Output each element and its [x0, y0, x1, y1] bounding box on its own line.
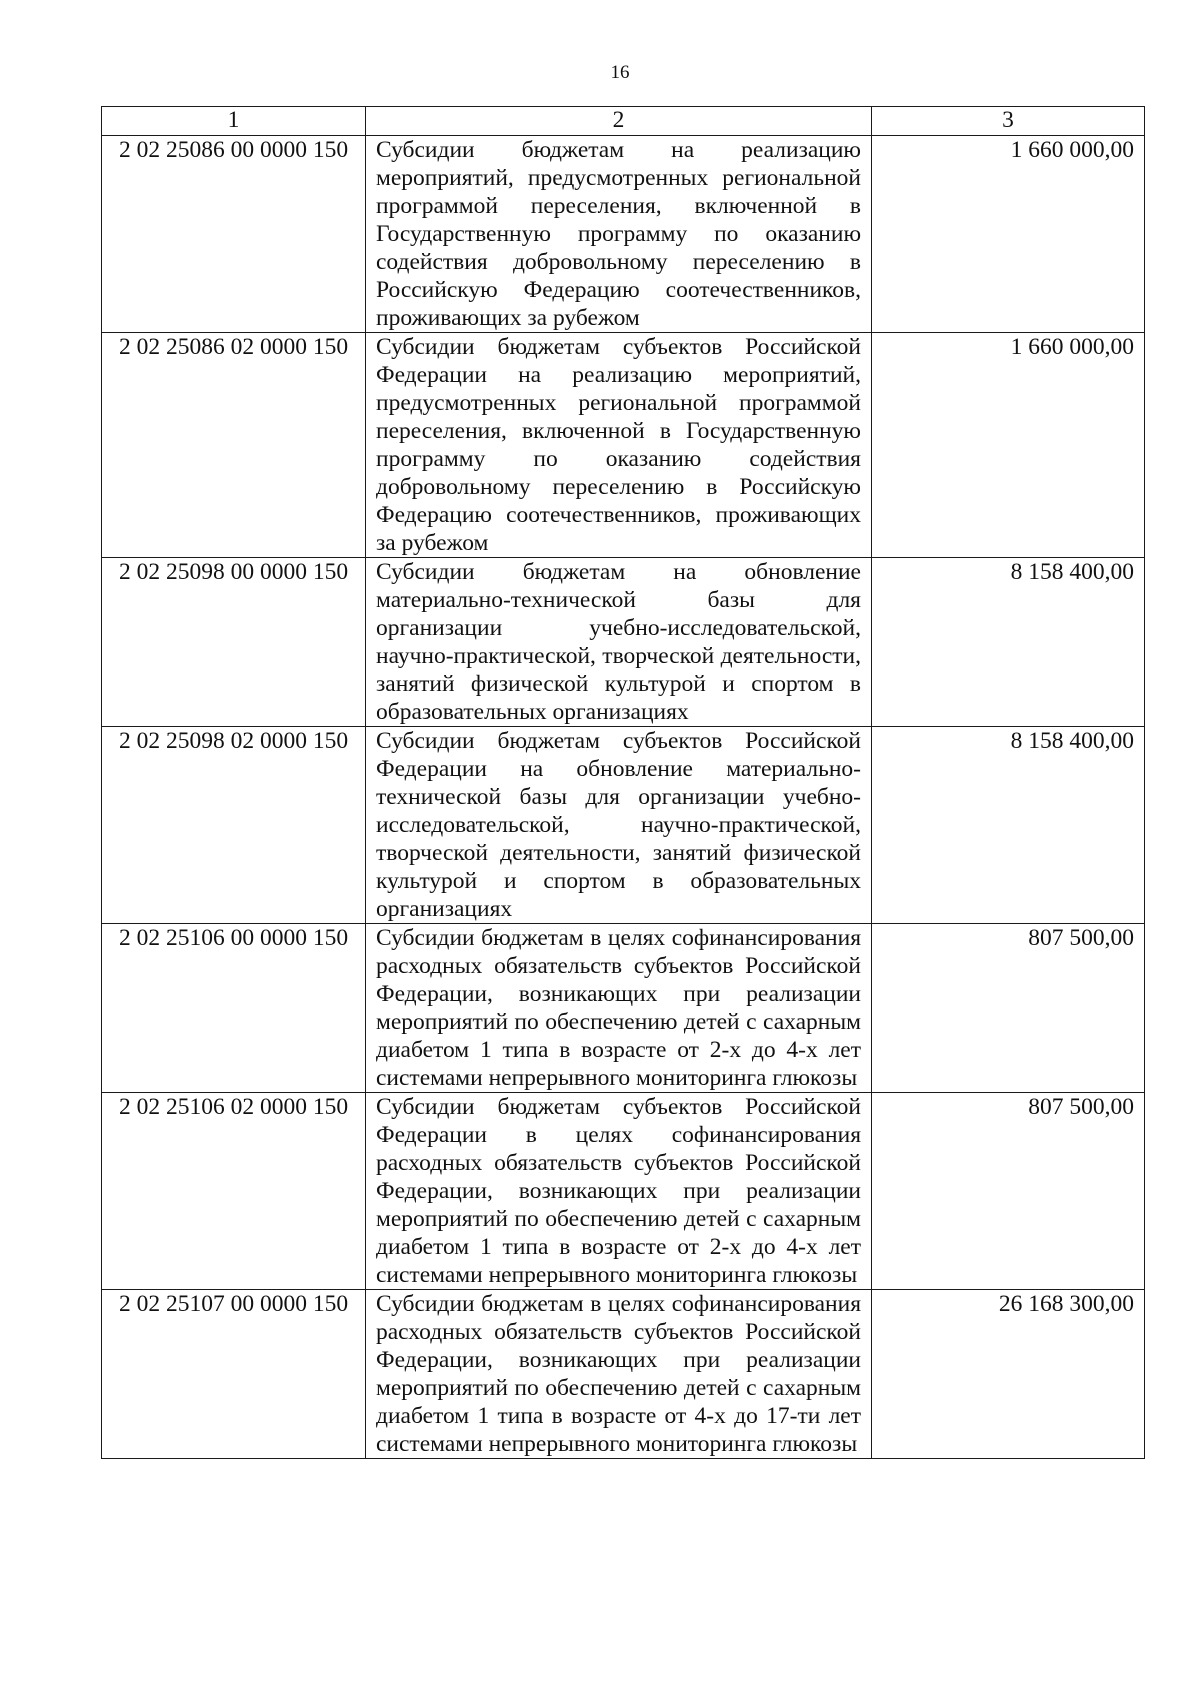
- budget-code: 2 02 25086 00 0000 150: [102, 136, 366, 333]
- revenue-description: Субсидии бюджетам субъектов Российской Федерации на обновление материально-технической базы для организации учебно-исследовательской, научно-практической, творческой деятельности, занятий физической культурой и спортом в образовательных организациях: [366, 727, 872, 924]
- budget-code: 2 02 25106 00 0000 150: [102, 924, 366, 1093]
- column-header-1: 1: [102, 107, 366, 136]
- table-row: [102, 1290, 1145, 1459]
- table-row: [102, 558, 1145, 727]
- amount: 1 660 000,00: [872, 333, 1145, 558]
- revenue-description: Субсидии бюджетам субъектов Российской Федерации в целях софинансирования расходных обязательств субъектов Российской Федерации, возникающих при реализации мероприятий по обеспечению детей с сахарным диабетом 1 типа в возрасте от 2-х до 4-х лет системами непрерывного мониторинга глюкозы: [366, 1093, 872, 1290]
- budget-code: 2 02 25086 02 0000 150: [102, 333, 366, 558]
- revenue-description: Субсидии бюджетам в целях софинансирования расходных обязательств субъектов Российской Федерации, возникающих при реализации мероприятий по обеспечению детей с сахарным диабетом 1 типа в возрасте от 4-х до 17-ти лет системами непрерывного мониторинга глюкозы: [366, 1290, 872, 1459]
- table-row: [102, 333, 1145, 558]
- revenue-description: Субсидии бюджетам на обновление материально-технической базы для организации учебно-исследовательской, научно-практической, творческой деятельности, занятий физической культурой и спортом в образовательных организациях: [366, 558, 872, 727]
- amount: 26 168 300,00: [872, 1290, 1145, 1459]
- table-row: [102, 924, 1145, 1093]
- budget-code: 2 02 25106 02 0000 150: [102, 1093, 366, 1290]
- budget-revenue-table: [101, 106, 1145, 1459]
- budget-code: 2 02 25098 00 0000 150: [102, 558, 366, 727]
- table-row: [102, 1093, 1145, 1290]
- amount: 807 500,00: [872, 924, 1145, 1093]
- revenue-description: Субсидии бюджетам субъектов Российской Федерации на реализацию мероприятий, предусмотренных региональной программой переселения, включенной в Государственную программу по оказанию содействия добровольному переселению в Российскую Федерацию соотечественников, проживающих за рубежом: [366, 333, 872, 558]
- amount: 8 158 400,00: [872, 558, 1145, 727]
- amount: 8 158 400,00: [872, 727, 1145, 924]
- revenue-description: Субсидии бюджетам в целях софинансирования расходных обязательств субъектов Российской Федерации, возникающих при реализации мероприятий по обеспечению детей с сахарным диабетом 1 типа в возрасте от 2-х до 4-х лет системами непрерывного мониторинга глюкозы: [366, 924, 872, 1093]
- amount: 1 660 000,00: [872, 136, 1145, 333]
- table-row: [102, 136, 1145, 333]
- column-header-2: 2: [366, 107, 872, 136]
- budget-code: 2 02 25107 00 0000 150: [102, 1290, 366, 1459]
- table-header-row: [102, 107, 1145, 136]
- amount: 807 500,00: [872, 1093, 1145, 1290]
- page-number: 16: [610, 62, 630, 83]
- budget-code: 2 02 25098 02 0000 150: [102, 727, 366, 924]
- column-header-3: 3: [872, 107, 1145, 136]
- revenue-description: Субсидии бюджетам на реализацию мероприятий, предусмотренных региональной программой переселения, включенной в Государственную программу по оказанию содействия добровольному переселению в Российскую Федерацию соотечественников, проживающих за рубежом: [366, 136, 872, 333]
- table-row: [102, 727, 1145, 924]
